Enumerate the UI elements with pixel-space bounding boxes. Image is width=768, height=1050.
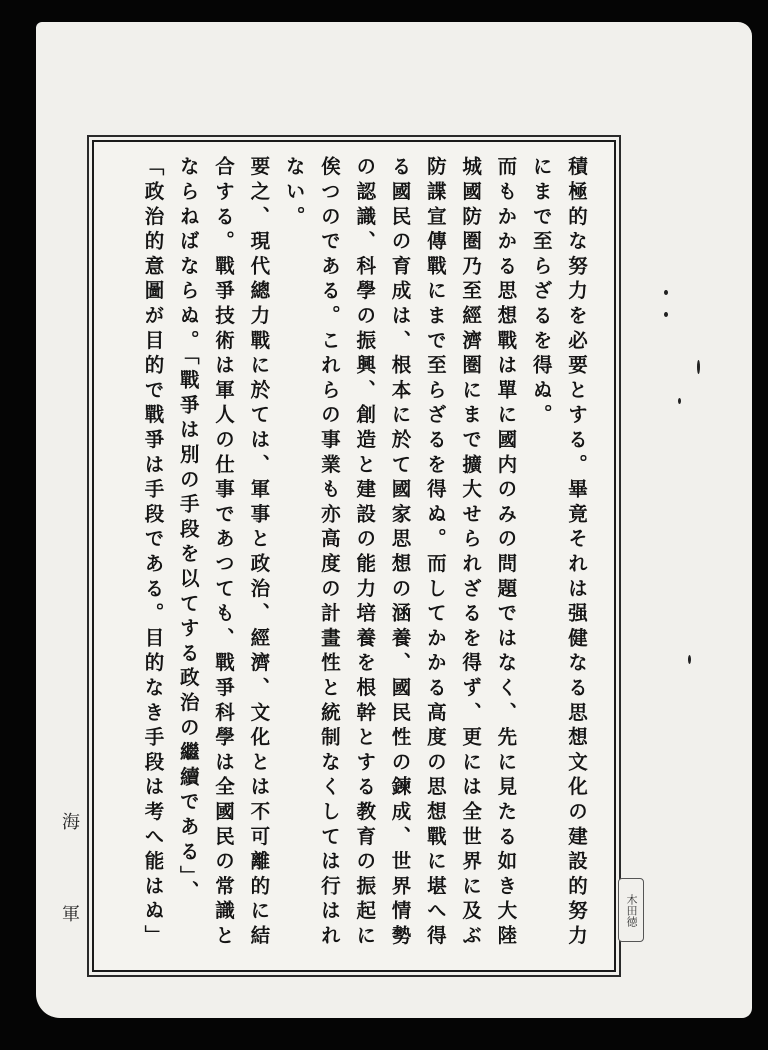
bleed-through-mark bbox=[206, 44, 231, 134]
margin-character: 海 bbox=[62, 812, 80, 833]
ink-speck bbox=[688, 655, 691, 664]
seal-stamp: 木田徳 bbox=[618, 878, 644, 942]
ink-speck bbox=[678, 398, 681, 404]
body-text: 積極的な努力を必要とする。畢竟それは强健なる思想文化の建設的努力 にまで至らざるを得ぬ。 而もかかる思想戰は單に國内のみの問題ではなく、先に見たる如き大陸 城國防圏乃至經濟圏にまで擴大せられざるを得ず、更には全世界に及ぶ 防諜宣傳戰にまで至らざるを得ぬ。而してかかる高度の思想戰に堪へ得 る國民の育成は、根本に於て國家思想の涵養、國民性の鍊成、世界情勢 の認識、科學の振興、創造と建設の能力培養を根幹とする教育の振起に 俟つのである。これらの事業も亦高度の計畫性と統制なくしては行はれ ない。 要之、現代總力戰に於ては、軍事と政治、經濟、文化とは不可離的に結 合する。戰爭技術は軍人の仕事であつても、戰爭科學は全國民の常識と ならねばならぬ。「戰爭は別の手段を以てする政治の繼續である」、 「政治的意圖が目的で戰爭は手段である。目的なき手段は考へ能はぬ」 bbox=[141, 156, 588, 950]
ink-speck bbox=[664, 312, 668, 317]
margin-character: 軍 bbox=[62, 904, 80, 925]
text-frame bbox=[92, 140, 616, 972]
ink-speck bbox=[664, 290, 668, 295]
ink-speck bbox=[697, 360, 700, 374]
